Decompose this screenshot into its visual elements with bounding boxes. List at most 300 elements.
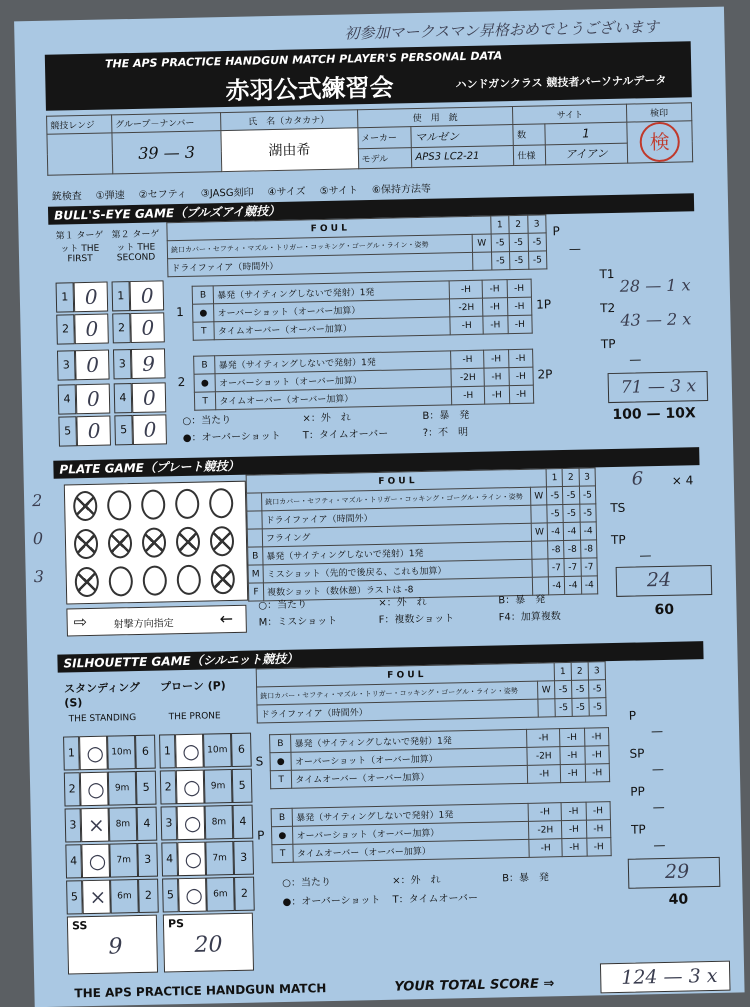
range-value [47, 133, 113, 175]
prone-distance: 7m [205, 841, 234, 876]
plate-tp-label: TP [610, 532, 626, 548]
standing-distance: 7m [109, 843, 138, 878]
bullseye-p-value: — [568, 241, 582, 256]
standing-points: 3 [137, 843, 158, 877]
first-row-number: 3 [57, 350, 76, 380]
bullseye-foul-row-value: -5 [509, 233, 528, 251]
plate-row-value: -4 [549, 577, 566, 595]
plate-row-value: -5 [579, 486, 596, 504]
model-label: モデル [358, 147, 412, 169]
penalty-label: 暴発（サイティングしないで発射）1発 [291, 729, 527, 752]
silhouette-total-box [628, 857, 721, 889]
penalty-value: -H [483, 316, 508, 335]
bullseye-foul-row-mark [473, 252, 492, 270]
sight-label: サイト [513, 104, 627, 124]
bullseye-foul-row-value: -5 [528, 251, 547, 269]
plate-row-value: -8 [580, 540, 597, 558]
first-target-shot [76, 384, 111, 415]
inspection-item-1: ①弾速 [95, 190, 125, 202]
prone-mark-value: ○ [182, 774, 201, 800]
prone-distance: 10m [203, 733, 232, 768]
prone-row-number: 2 [160, 770, 177, 804]
inspection-item-2: ②セフティ [138, 188, 187, 201]
bullseye-tp-label: TP [600, 336, 616, 352]
plate-hit [209, 488, 234, 518]
first-target-score: 0 [86, 386, 100, 411]
second-target-shot [132, 414, 167, 445]
standing-distance: 6m [110, 879, 139, 914]
penalty-value: -H [528, 765, 561, 784]
bullseye-col-2: 2 [509, 215, 528, 233]
prone-mark [176, 770, 205, 805]
standing-points: 5 [136, 771, 157, 805]
maker-label: メーカー [357, 127, 411, 149]
legend-item: ●：オーバーショット [182, 430, 281, 444]
silhouette-foul-header: F O U L [256, 663, 554, 687]
range-label: 競技レンジ [47, 115, 112, 134]
prone-points: 4 [233, 805, 254, 839]
legend-item: ○：当たり [258, 599, 308, 612]
total-score-label: YOUR TOTAL SCORE ⇒ [394, 976, 555, 995]
legend-item: B：暴 発 [502, 872, 550, 885]
penalty-mark: ● [270, 752, 292, 770]
silhouette-pp-label: PP [630, 784, 645, 799]
bullseye-foul-row-value: -5 [510, 251, 529, 269]
silhouette-pp-value: — [652, 799, 665, 815]
penalty-value: -2H [529, 821, 562, 840]
penalty-value: -H [451, 350, 484, 369]
penalty-mark: T [270, 770, 292, 788]
plate-score: 6 [631, 468, 644, 490]
legend-item: T：タイムオーバー [392, 892, 479, 906]
prone-mark [175, 734, 204, 769]
penalty-value: -H [560, 764, 585, 783]
inspection-stamp-cell [627, 121, 693, 163]
gun-label: 使 用 銃 [357, 107, 513, 128]
plate-max: 60 [654, 601, 675, 619]
standing-mark [80, 772, 109, 807]
direction-box [66, 605, 247, 637]
plate-miss [73, 491, 98, 521]
silhouette-sp-value: — [651, 761, 665, 777]
plate-row-w: W [531, 523, 548, 541]
penalty-mark: B [194, 356, 216, 374]
bullseye-penalty-table-2 [193, 349, 534, 411]
penalty-value: -2H [450, 298, 483, 317]
legend-item: B：暴 発 [498, 594, 546, 607]
legend-item: T：タイムオーバー [302, 428, 389, 442]
plate-miss [142, 527, 167, 557]
prone-distance: 9m [204, 769, 233, 804]
bullseye-p1: 1P [535, 297, 552, 312]
second-target-shot [132, 382, 167, 413]
prone-row-number: 4 [161, 842, 178, 876]
t1-value: 28 — 1 x [619, 275, 691, 296]
first-row-number: 5 [58, 416, 77, 446]
plate-hit [109, 566, 134, 596]
ps-box [163, 913, 254, 973]
bullseye-col-3: 3 [527, 215, 546, 233]
first-row-number: 4 [58, 384, 77, 414]
bullseye-round-1: 1 [176, 304, 184, 320]
standing-mark-value: ○ [86, 776, 105, 802]
plate-row-value: -8 [564, 540, 581, 558]
plate-row-value: -4 [580, 522, 597, 540]
legend-item: M：ミスショット [258, 615, 338, 629]
bullseye-p2: 2P [537, 367, 553, 382]
bullseye-round-2: 2 [177, 374, 186, 390]
penalty-value: -H [509, 385, 534, 404]
standing-mark-value: ○ [88, 848, 107, 874]
penalty-label: 暴発（サイティングしないで発射）1発 [215, 351, 451, 374]
penalty-mark: ● [194, 374, 216, 392]
penalty-value: -H [585, 764, 610, 783]
count-label: 数 [513, 124, 545, 145]
plate-row-value: -4 [581, 576, 598, 594]
bullseye-foul-row-label: ドライファイア（時間外） [168, 252, 474, 276]
plate-row-w [531, 505, 548, 523]
plate-row-label: ミスショット（先的で後戻る、これも加算） [263, 559, 532, 583]
page-subtitle: ハンドガンクラス 競技者パーソナルデータ [455, 73, 667, 92]
plate-miss [74, 529, 99, 559]
plate-tp-value: — [639, 548, 652, 563]
prone-distance: 6m [206, 877, 235, 912]
legend-item: ○：当たり [182, 414, 232, 427]
bullseye-foul-table [166, 214, 547, 277]
penalty-label: タイムオーバー（オーバー加算） [216, 387, 452, 410]
plate-row-mark [247, 493, 262, 511]
silhouette-p-marker: P [257, 828, 265, 843]
silhouette-max: 40 [668, 891, 689, 908]
silhouette-col-3: 3 [588, 662, 605, 680]
plate-row-score-1: 2 [31, 490, 43, 511]
second-target-score: 0 [142, 385, 156, 410]
bullseye-foul-row-label: 銃口カバー・セフティ・マズル・トリガー・コッキング・ゴーグル・ライン・姿勢 [167, 234, 473, 258]
first-target-score: 0 [84, 284, 98, 310]
standing-row-number: 5 [66, 880, 83, 914]
plate-row-value: -8 [548, 541, 565, 559]
spec-value: アイアン [545, 143, 627, 165]
penalty-value: -2H [451, 368, 484, 387]
ps-value: 20 [194, 932, 223, 958]
penalty-label: タイムオーバー（オーバー加算） [293, 839, 529, 862]
prone-mark-value: ○ [184, 846, 203, 872]
plate-row-mark: F [248, 583, 263, 601]
silhouette-total: 29 [664, 860, 690, 883]
plate-legend [258, 589, 619, 629]
penalty-value: -H [484, 368, 509, 387]
plate-row-value: -7 [581, 558, 598, 576]
standing-distance: 9m [108, 771, 137, 806]
silhouette-foul-row-value: -5 [589, 698, 606, 716]
penalty-value: -H [527, 729, 560, 748]
inspection-item-4: ④サイズ [267, 186, 306, 199]
plate-foul-table [246, 467, 599, 601]
plate-row-value: -5 [563, 504, 580, 522]
prone-points: 6 [231, 733, 252, 767]
penalty-mark: B [271, 808, 293, 826]
inspection-item-6: ⑥保持方法等 [371, 183, 432, 196]
bullseye-total: 71 — 3 x [620, 376, 697, 398]
bullseye-total-box [608, 371, 709, 403]
second-target-score: 9 [142, 351, 156, 376]
plate-col-3: 3 [579, 468, 596, 486]
legend-item: F4：加算複数 [498, 611, 561, 624]
bullseye-penalty-table-1 [192, 279, 533, 341]
prone-distance: 8m [205, 805, 234, 840]
legend-item: ●：オーバーショット [282, 894, 381, 909]
first-row-number: 2 [56, 314, 75, 344]
penalty-value: -H [484, 350, 509, 369]
plate-row-label: フライング [262, 523, 531, 547]
penalty-label: タイムオーバー（オーバー加算） [292, 765, 528, 788]
plate-hit [107, 490, 132, 520]
plate-row-value: -4 [547, 523, 564, 541]
second-target-score: 0 [140, 283, 154, 308]
second-row-number: 1 [112, 281, 131, 311]
prone-row-number: 5 [162, 878, 179, 912]
prone-mark-value: ○ [182, 738, 201, 764]
prone-label: プローン (P) [159, 679, 226, 694]
standing-points: 4 [137, 807, 158, 841]
plate-hit [177, 565, 202, 595]
plate-row-mark: M [248, 565, 263, 583]
penalty-value: -H [484, 386, 509, 405]
plate-row-w [532, 541, 549, 559]
inspect-label: 検印 [626, 103, 691, 122]
prone-points: 3 [233, 841, 254, 875]
t2-label: T2 [600, 300, 616, 316]
penalty-value: -H [586, 838, 611, 857]
prone-mark [177, 806, 206, 841]
standing-label: スタンディング (S) [63, 680, 141, 710]
score-sheet [14, 7, 744, 1007]
penalty-mark: T [194, 392, 216, 410]
penalty-mark: B [270, 734, 292, 752]
silhouette-tp-value: — [653, 837, 666, 853]
penalty-value: -H [508, 349, 533, 368]
plate-total-box [616, 565, 713, 597]
plate-ts-label: TS [610, 500, 626, 516]
legend-item: ○：当たり [282, 876, 332, 890]
legend-item: ?：不 明 [422, 427, 469, 439]
legend-item: F：複数ショット [378, 613, 455, 626]
silhouette-penalty-table-p [271, 801, 612, 863]
direction-label: 射撃方向指定 [113, 618, 174, 631]
plate-row-label: 暴発（サイティングしないで発射）1発 [263, 541, 532, 565]
legend-item: ×：外 れ [302, 412, 351, 425]
silhouette-foul-row-value: -5 [555, 698, 572, 716]
silhouette-col-1: 1 [554, 662, 571, 680]
plate-hit [175, 489, 200, 519]
silhouette-foul-row-value: -5 [572, 698, 589, 716]
first-target-score: 0 [87, 418, 101, 443]
silhouette-s-marker: S [255, 754, 264, 769]
ss-label: SS [71, 919, 88, 933]
prone-en-label: THE PRONE [168, 711, 221, 723]
plate-row-value: -5 [580, 504, 597, 522]
standing-distance: 8m [109, 807, 138, 842]
standing-mark-value: × [89, 884, 107, 910]
silhouette-p-label: P [628, 708, 637, 723]
penalty-value: -H [561, 802, 586, 821]
silhouette-penalty-table-s [269, 727, 610, 789]
ss-box [67, 915, 158, 975]
first-target-score: 0 [85, 316, 99, 342]
standing-mark [81, 844, 110, 879]
total-score-box [600, 961, 731, 994]
t2-value: 43 — 2 x [620, 309, 692, 330]
inspection-stamp: 検 [639, 122, 680, 163]
prone-row-number: 3 [161, 806, 178, 840]
silhouette-p-value: — [650, 724, 664, 739]
second-target-shot [130, 312, 165, 343]
standing-row-number: 2 [64, 772, 81, 806]
arrow-right-icon: ⇨ [73, 612, 88, 632]
penalty-value: -H [584, 728, 609, 747]
plate-miss [108, 528, 133, 558]
penalty-value: -H [584, 746, 609, 765]
prone-row-number: 1 [159, 734, 176, 768]
penalty-value: -H [450, 316, 483, 335]
silhouette-legend [282, 867, 613, 908]
plate-row-value: -5 [547, 487, 564, 505]
model-value: APS3 LC2-21 [412, 145, 514, 168]
first-target-shot [75, 350, 110, 381]
silhouette-tp-label: TP [630, 822, 646, 837]
name-value: 湖由希 [220, 128, 358, 172]
bullseye-max: 100 — 10X [612, 405, 696, 423]
group-label: グループ－ナンバー [111, 113, 220, 133]
count-value: 1 [545, 122, 627, 144]
bullseye-legend [182, 404, 543, 444]
plate-row-w [532, 559, 549, 577]
penalty-value: -H [508, 367, 533, 386]
penalty-value: -H [562, 838, 587, 857]
header-bar [45, 41, 692, 111]
second-row-number: 3 [113, 349, 132, 379]
silhouette-col-2: 2 [571, 662, 588, 680]
plate-row-value: -7 [564, 558, 581, 576]
plate-miss [75, 567, 100, 597]
legend-item: B：暴 発 [422, 409, 470, 422]
plate-row-value: -4 [564, 522, 581, 540]
standing-en-label: THE STANDING [68, 713, 137, 725]
arrow-left-icon: ← [219, 608, 234, 629]
second-target-shot [130, 280, 165, 311]
plate-foul-header: F O U L [246, 469, 547, 493]
inspection-item-3: ③JASG刻印 [200, 187, 254, 200]
penalty-value: -H [452, 386, 485, 405]
plate-row-label: 銃口カバー・セフティ・マズル・トリガー・コッキング・ゴーグル・ライン・姿勢 [262, 487, 531, 511]
inspection-item-5: ⑤サイト [319, 185, 359, 198]
plate-row-w: W [530, 487, 547, 505]
penalty-label: 暴発（サイティングしないで発射）1発 [292, 803, 528, 826]
plate-miss [210, 526, 235, 556]
second-row-number: 2 [112, 313, 131, 343]
prone-mark-value: ○ [183, 810, 202, 836]
prone-mark [178, 878, 207, 913]
legend-item: ×：外 れ [378, 596, 427, 609]
name-label: 氏 名（カタカナ） [220, 110, 357, 131]
silhouette-foul-row-label: 銃口カバー・セフティ・マズル・トリガー・コッキング・ゴーグル・ライン・姿勢 [257, 681, 538, 705]
silhouette-foul-table [256, 661, 607, 723]
penalty-label: タイムオーバー（オーバー加算） [214, 317, 450, 340]
prone-points: 5 [232, 769, 253, 803]
inspection-label: 銃検査 [51, 191, 82, 203]
plate-row-label: ドライファイア（時間外） [262, 505, 531, 529]
prone-mark [177, 842, 206, 877]
plate-row-value: -5 [563, 486, 580, 504]
plate-hit [143, 565, 168, 595]
penalty-value: -H [586, 820, 611, 839]
standing-mark [79, 736, 108, 771]
penalty-value: -H [507, 297, 532, 316]
penalty-mark: T [193, 322, 215, 340]
standing-mark [82, 880, 111, 915]
penalty-value: -H [507, 315, 532, 334]
standing-mark-value: ○ [86, 740, 105, 766]
penalty-mark: ● [271, 826, 293, 844]
bullseye-foul-row-value: -5 [491, 252, 510, 270]
penalty-label: オーバーショット（オーバー加算） [214, 299, 450, 322]
plate-row-value: -7 [548, 559, 565, 577]
silhouette-title: SILHOUETTE GAME（シルエット競技） [57, 641, 703, 673]
maker-value: マルゼン [411, 125, 513, 148]
standing-row-number: 4 [65, 844, 82, 878]
second-row-number: 4 [114, 383, 133, 413]
prone-mark-value: ○ [185, 882, 204, 908]
plate-row-mark [247, 511, 262, 529]
bullseye-title: BULL'S-EYE GAME（ブルズアイ競技） [48, 193, 694, 225]
plate-multiplier: × 4 [671, 473, 694, 488]
handwritten-note: 初参加マークスマン昇格おめでとうございます [344, 17, 660, 43]
group-value: 39 — 3 [112, 131, 221, 174]
bullseye-foul-row-value: -5 [528, 233, 547, 251]
plate-row-score-2: 0 [32, 528, 44, 549]
t1-label: T1 [599, 266, 615, 282]
penalty-mark: T [272, 844, 294, 862]
plate-row-mark: B [248, 547, 263, 565]
plate-total: 24 [646, 568, 672, 592]
second-target-score: 0 [143, 417, 157, 442]
page-title: 赤羽公式練習会 [225, 73, 394, 106]
silhouette-foul-row-label: ドライファイア（時間外） [257, 699, 538, 723]
standing-distance: 10m [107, 735, 136, 770]
bullseye-foul-row-mark: W [472, 234, 491, 252]
first-target-score: 0 [86, 352, 100, 377]
english-title: THE APS PRACTICE HANDGUN MATCH PLAYER'S PERSONAL DATA [104, 49, 503, 71]
plate-row-label: 複数ショット（数休憩）ラストは -8 [263, 577, 532, 601]
first-target-shot [76, 416, 111, 447]
bullseye-col-1: 1 [490, 216, 509, 234]
standing-row-number: 3 [65, 808, 82, 842]
plate-title: PLATE GAME（プレート競技） [53, 447, 699, 479]
penalty-value: -H [528, 803, 561, 822]
penalty-label: オーバーショット（オーバー加算） [293, 821, 529, 844]
plate-row-score-3: 3 [33, 566, 45, 587]
plate-col-2: 2 [563, 468, 580, 486]
plate-row-mark [247, 529, 262, 547]
penalty-value: -H [507, 279, 532, 298]
plate-col-1: 1 [546, 469, 563, 487]
standing-points: 2 [138, 879, 159, 913]
penalty-value: -H [483, 298, 508, 317]
legend-item: ×：外 れ [392, 874, 441, 887]
plate-target-grid [64, 481, 248, 605]
silhouette-foul-row-value: -5 [572, 680, 589, 698]
second-target-shot [131, 348, 166, 379]
